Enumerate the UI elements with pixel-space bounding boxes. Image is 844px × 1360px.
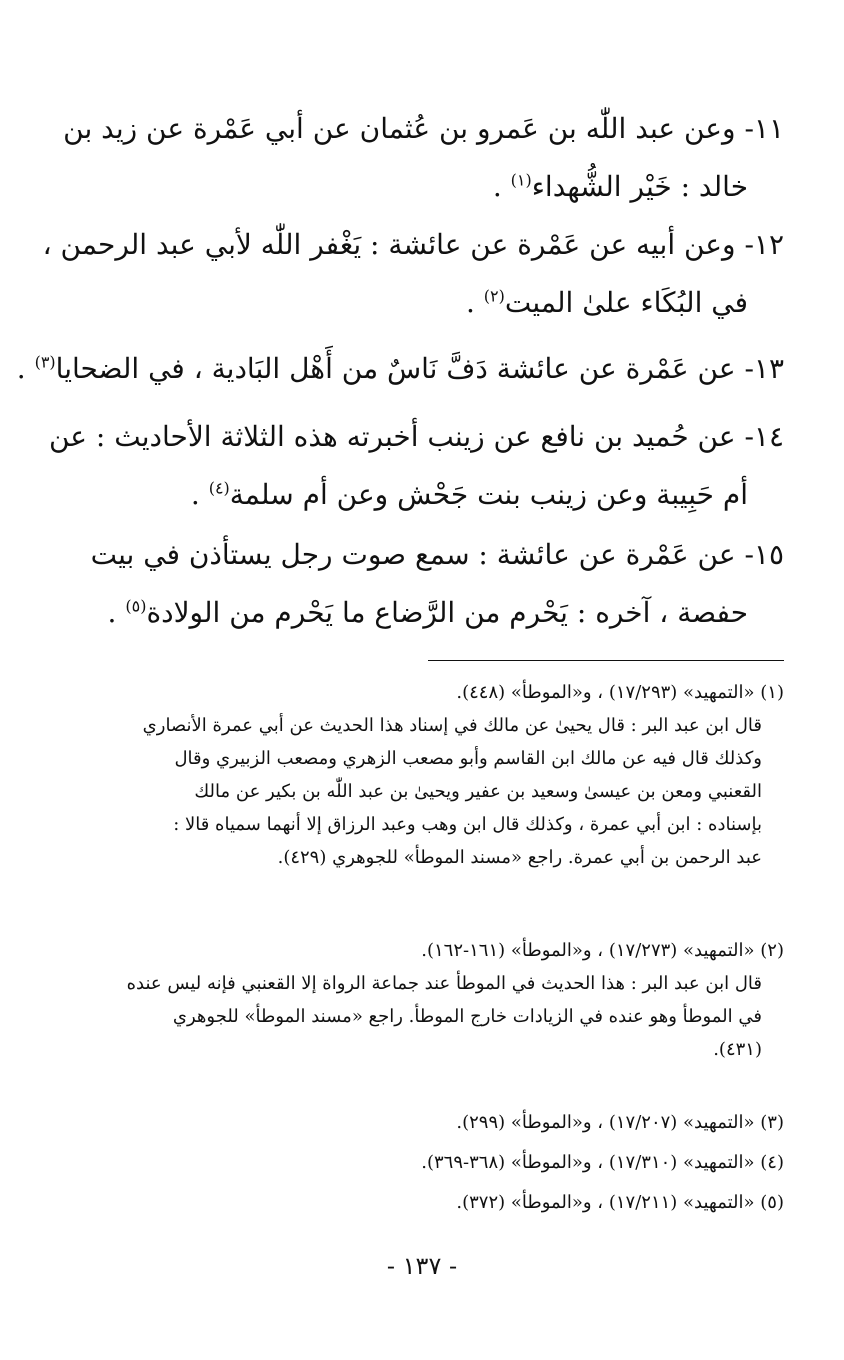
footnote-text: في الموطأ وهو عنده في الزيادات خارج الموطأ. راجع «مسند الموطأ» للجوهري <box>172 1006 762 1027</box>
footnote-ref-line: (٢) «التمهيد» (١٧/٢٧٣) ، و«الموطأ» (١٦١-١٦٢). <box>421 940 784 961</box>
hadith-end: . <box>190 478 209 511</box>
hadith-line <box>50 584 784 642</box>
footnote-text: القعنبي ومعن بن عيسىٰ وسعيد بن عفير ويحيىٰ بن عبد اللّٰه بن بكير عن مالك <box>194 781 762 802</box>
footnote-2 <box>50 934 784 1066</box>
hadith-end: . <box>107 596 126 629</box>
hadith-12 <box>42 216 784 332</box>
footnote-ref-line: (١) «التمهيد» (١٧/٢٩٣) ، و«الموطأ» (٤٤٨). <box>456 682 784 703</box>
footnote-text: عبد الرحمن بن أبي عمرة. راجع «مسند الموطأ» للجوهري (٤٢٩). <box>277 847 762 868</box>
hadith-14 <box>50 408 784 524</box>
footnote-3 <box>50 1106 784 1139</box>
hadith-line <box>16 340 784 398</box>
hadith-text: حفصة ، آخره : يَحْرم من الرَّضاع ما يَحْرم من الولادة <box>146 596 748 629</box>
hadith-text: وعن أبيه عن عَمْرة عن عائشة : يَغْفر اللّٰه لأبي عبد الرحمن ، <box>42 228 736 261</box>
hadith-line <box>50 100 784 158</box>
footnote-text: قال ابن عبد البر : هذا الحديث في الموطأ عند جماعة الرواة إلا القعنبي فإنه ليس عنده <box>126 973 762 994</box>
hadith-line <box>42 216 784 274</box>
hadith-line <box>50 408 784 466</box>
hadith-text: وعن عبد اللّٰه بن عَمرو بن عُثمان عن أبي عَمْرة عن زيد بن <box>63 112 736 145</box>
footnote-ref[interactable]: (٢) <box>483 286 505 306</box>
footnote-4 <box>50 1146 784 1179</box>
hadith-text: عن عَمْرة عن عائشة : سمع صوت رجل يستأذن في بيت <box>90 538 736 571</box>
hadith-text: عن حُميد بن نافع عن زينب أخبرته هذه الثلاثة الأحاديث : عن <box>48 420 736 453</box>
footnote-text: بإسناده : ابن أبي عمرة ، وكذلك قال ابن وهب وعبد الرزاق إلا أنهما سمياه قالا : <box>173 814 762 835</box>
hadith-number: ١٤- <box>744 420 784 453</box>
footnote-ref-line: (٤) «التمهيد» (١٧/٣١٠) ، و«الموطأ» (٣٦٨-٣٦٩). <box>421 1152 784 1173</box>
hadith-number: ١٣- <box>744 352 784 385</box>
hadith-text: خالد : خَيْر الشُّهداء <box>531 170 748 203</box>
page-number: - ١٣٧ - <box>386 1252 458 1280</box>
hadith-line <box>50 158 784 216</box>
hadith-text: في البُكَاء علىٰ الميت <box>504 286 748 319</box>
footnote-separator <box>428 660 784 661</box>
hadith-13 <box>16 340 784 398</box>
footnote-text: قال ابن عبد البر : قال يحيىٰ عن مالك في إسناد هذا الحديث عن أبي عمرة الأنصاري <box>142 715 762 736</box>
footnote-text: (٤٣١). <box>713 1039 762 1060</box>
hadith-line <box>50 274 784 332</box>
hadith-11 <box>50 100 784 216</box>
hadith-line <box>50 526 784 584</box>
footnote-text: وكذلك قال فيه عن مالك ابن القاسم وأبو مصعب الزهري ومصعب الزبيري وقال <box>174 748 762 769</box>
footnote-ref[interactable]: (٤) <box>208 478 230 498</box>
footnote-ref[interactable]: (١) <box>510 170 532 190</box>
footnote-ref-line: (٣) «التمهيد» (١٧/٢٠٧) ، و«الموطأ» (٢٩٩). <box>456 1112 784 1133</box>
hadith-text: عن عَمْرة عن عائشة دَفَّ نَاسٌ من أَهْل البَادية ، في الضحايا <box>55 352 736 385</box>
hadith-end: . <box>492 170 511 203</box>
hadith-end: . <box>16 352 35 385</box>
hadith-15 <box>50 526 784 642</box>
hadith-number: ١٢- <box>744 228 784 261</box>
hadith-line <box>50 466 784 524</box>
footnote-ref[interactable]: (٥) <box>125 596 147 616</box>
hadith-number: ١٥- <box>744 538 784 571</box>
footnote-5 <box>50 1186 784 1219</box>
footnote-ref-line: (٥) «التمهيد» (١٧/٢١١) ، و«الموطأ» (٣٧٢). <box>456 1192 784 1213</box>
footnote-ref[interactable]: (٣) <box>34 352 56 372</box>
hadith-end: . <box>465 286 484 319</box>
hadith-text: أم حَبِيبة وعن زينب بنت جَحْش وعن أم سلمة <box>229 478 748 511</box>
footnote-1 <box>50 676 784 874</box>
hadith-number: ١١- <box>744 112 784 145</box>
